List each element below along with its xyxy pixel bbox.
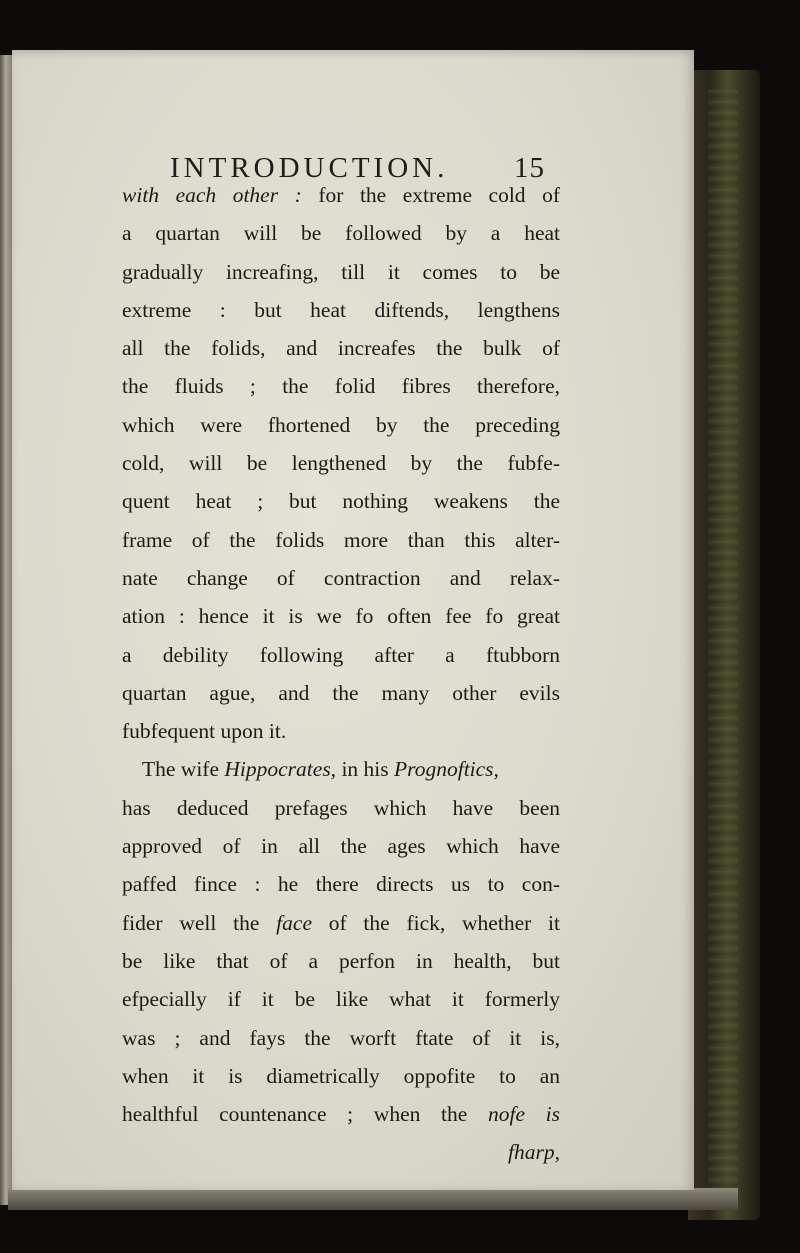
italic-segment: Hippocrates, <box>224 757 337 782</box>
text-line <box>122 1133 560 1171</box>
text-line <box>122 674 560 712</box>
text-segment: in his <box>336 757 395 782</box>
text-line <box>122 712 560 750</box>
text-segment: all the folids, and increafes the bulk of <box>122 336 560 361</box>
text-line <box>122 406 560 444</box>
text-line <box>122 750 560 788</box>
text-segment: a quartan will be followed by a heat <box>122 221 560 246</box>
text-line <box>122 904 560 942</box>
text-line <box>122 1057 560 1095</box>
page-number: 15 <box>514 152 545 184</box>
text-segment: be like that of a perfon in health, but <box>122 948 560 973</box>
text-line <box>122 1019 560 1057</box>
text-segment: healthful countenance ; when the <box>122 1102 488 1127</box>
text-segment: of the fick, whether it <box>311 910 560 935</box>
text-segment: efpecially if it be like what it formerly <box>122 987 560 1012</box>
text-segment: fubfequent upon it. <box>122 719 287 744</box>
book-binding <box>688 70 760 1220</box>
text-line <box>122 291 560 329</box>
text-segment: nate change of contraction and relax- <box>122 565 560 590</box>
text-segment: has deduced prefages which have been <box>122 795 560 820</box>
text-segment: approved of in all the ages which have <box>122 834 560 859</box>
text-line <box>122 789 560 827</box>
text-line <box>122 329 560 367</box>
text-segment: cold, will be lengthened by the fubfe- <box>122 451 560 476</box>
text-line <box>122 176 560 214</box>
text-line <box>122 865 560 903</box>
text-line <box>122 636 560 674</box>
italic-segment: Prognoftics, <box>394 757 499 782</box>
text-line <box>122 942 560 980</box>
text-segment: extreme : but heat diftends, lengthens <box>122 297 560 322</box>
bottom-page-edge <box>8 1188 738 1210</box>
text-segment: ation : hence it is we fo often fee fo great <box>122 604 560 629</box>
text-segment: a debility following after a ftubborn <box>122 642 560 667</box>
text-segment: was ; and fays the worft ftate of it is, <box>122 1025 560 1050</box>
text-segment: gradually increafing, till it comes to be <box>122 259 560 284</box>
text-segment: The wife <box>142 757 225 782</box>
text-segment: frame of the folids more than this alter- <box>122 527 560 552</box>
text-line <box>122 253 560 291</box>
text-line <box>122 214 560 252</box>
text-line <box>122 521 560 559</box>
text-line <box>122 444 560 482</box>
text-segment: when it is diametrically oppofite to an <box>122 1063 560 1088</box>
text-line <box>122 827 560 865</box>
italic-segment: fharp, <box>508 1140 560 1165</box>
text-segment: quartan ague, and the many other evils <box>122 680 560 705</box>
text-segment: for the extreme cold of <box>301 183 560 207</box>
italic-segment: nofe is <box>487 1102 560 1127</box>
text-line <box>122 597 560 635</box>
text-line <box>122 559 560 597</box>
body-text <box>122 176 560 1172</box>
running-title: INTRODUCTION. <box>170 152 449 184</box>
text-segment: quent heat ; but nothing weakens the <box>122 489 560 514</box>
text-line <box>122 367 560 405</box>
italic-segment: with each other : <box>122 183 302 207</box>
text-line <box>122 980 560 1018</box>
text-segment: paffed fince : he there directs us to con- <box>122 872 560 897</box>
text-segment: fider well the <box>122 910 277 935</box>
text-segment: the fluids ; the folid fibres therefore, <box>122 374 560 399</box>
text-segment: which were fhortened by the preceding <box>122 412 560 437</box>
text-line <box>122 1095 560 1133</box>
text-line <box>122 482 560 520</box>
italic-segment: face <box>276 910 312 935</box>
